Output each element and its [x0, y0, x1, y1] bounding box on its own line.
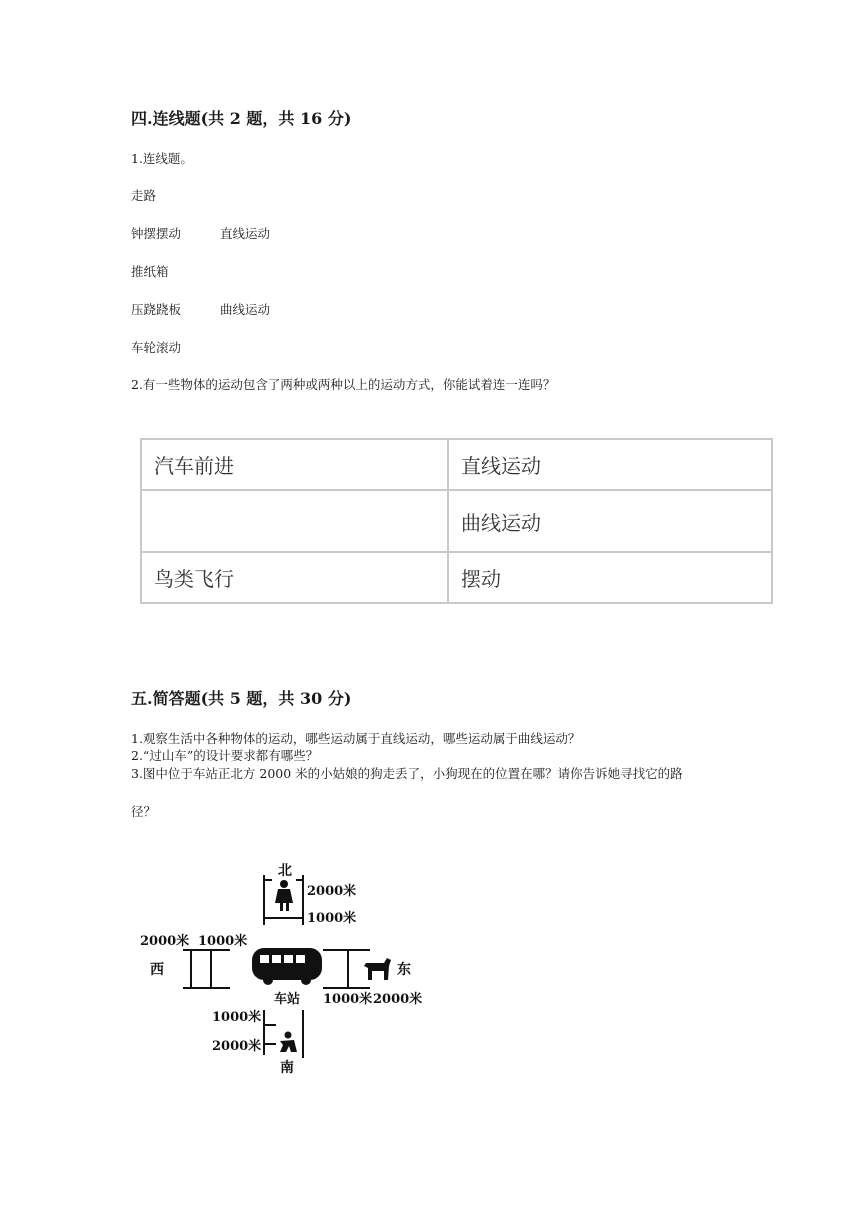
match-left-item: 车轮滚动 — [131, 340, 182, 355]
match-right-item: 曲线运动 — [220, 302, 271, 317]
match-left-item: 钟摆摆动 — [131, 226, 182, 241]
south-label: 南 — [280, 1060, 294, 1076]
short-answer-q3: 3.图中位于车站正北方 2000 米的小姑娘的狗走丢了，小狗现在的位置在哪？请你告诉她寻找它的路 — [131, 766, 683, 781]
section4-title: 四.连线题(共 2 题，共 16 分) — [131, 109, 352, 128]
q1-prompt: 1.连线题。 — [131, 151, 193, 166]
short-answer-q1: 1.观察生活中各种物体的运动，哪些运动属于直线运动，哪些运动属于曲线运动？ — [131, 731, 581, 746]
match-left-item: 走路 — [131, 188, 157, 203]
west-1000-label: 1000米 — [198, 934, 248, 949]
north-label: 北 — [278, 863, 292, 879]
table-cell: 汽车前进 — [141, 439, 448, 490]
table-row — [141, 552, 772, 603]
table-cell — [141, 490, 448, 552]
south-1000-label: 1000米 — [212, 1010, 262, 1025]
table-cell: 鸟类飞行 — [141, 552, 448, 603]
table-row — [141, 439, 772, 490]
short-answer-q3-continued: 径？ — [131, 804, 157, 819]
east-1000-label: 1000米 — [323, 992, 373, 1007]
east-2000-label: 2000米 — [373, 992, 423, 1007]
north-1000-label: 1000米 — [307, 911, 357, 926]
section5-title: 五.简答题(共 5 题，共 30 分) — [131, 689, 352, 708]
west-2000-label: 2000米 — [140, 934, 190, 949]
table-row — [141, 490, 772, 552]
q2-prompt: 2.有一些物体的运动包含了两种或两种以上的运动方式，你能试着连一连吗？ — [131, 377, 556, 392]
south-2000-label: 2000米 — [212, 1039, 262, 1054]
table-cell: 直线运动 — [448, 439, 772, 490]
bus-icon — [252, 948, 322, 985]
short-answer-q2: 2.“过山车”的设计要求都有哪些？ — [131, 748, 319, 763]
girl-icon — [275, 880, 293, 911]
table-cell: 摆动 — [448, 552, 772, 603]
station-label: 车站 — [273, 992, 301, 1007]
person-icon — [280, 1032, 297, 1053]
east-label: 东 — [397, 962, 411, 978]
match-left-item: 推纸箱 — [131, 264, 169, 279]
match-right-item: 直线运动 — [220, 226, 271, 241]
table-cell: 曲线运动 — [448, 490, 772, 552]
match-left-item: 压跷跷板 — [131, 302, 182, 317]
matching-table — [140, 438, 773, 604]
dog-icon — [364, 958, 391, 980]
north-2000-label: 2000米 — [307, 884, 357, 899]
west-label: 西 — [150, 962, 164, 978]
